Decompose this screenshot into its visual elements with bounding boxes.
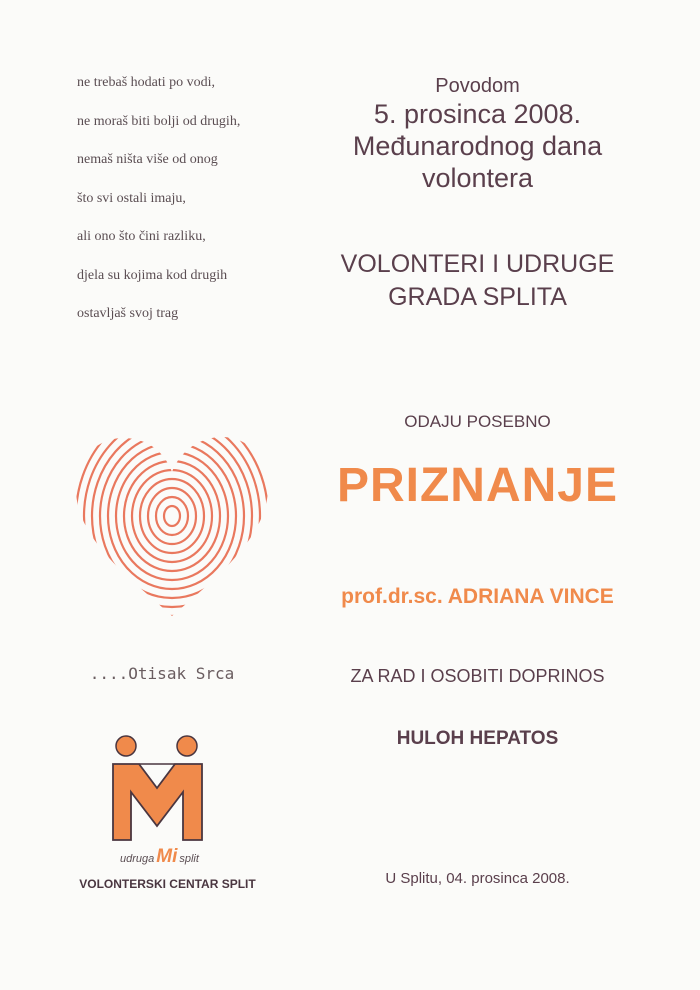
grants-text: ODAJU POSEBNO	[404, 412, 551, 431]
poem-line: ali ono što čini razliku,	[77, 229, 206, 244]
poem-line: djela su kojima kod drugih	[77, 267, 228, 283]
occasion-event-line1: Međunarodnog dana	[352, 131, 603, 161]
poem	[77, 74, 297, 344]
udruga-mi-logo-icon	[105, 730, 210, 865]
place-date: U Splitu, 04. prosinca 2008.	[385, 870, 570, 887]
fingerprint-heart-icon	[70, 428, 275, 623]
poem-line: što svi ostali imaju,	[77, 190, 186, 206]
poem-line: nemaš ništa više od onog	[77, 152, 218, 167]
organizers	[300, 248, 655, 314]
organizers-line1: VOLONTERI I UDRUGE	[340, 250, 615, 278]
recipient-name: prof.dr.sc. ADRIANA VINCE	[341, 585, 614, 608]
occasion-block	[300, 74, 655, 194]
logo-prefix: udruga	[120, 853, 155, 865]
occasion-intro: Povodom	[435, 75, 520, 97]
award-title: PRIZNANJE	[336, 459, 619, 512]
organization-name: HULOH HEPATOS	[396, 728, 559, 749]
occasion-date: 5. prosinca 2008.	[373, 99, 582, 129]
organizers-line2: GRADA SPLITA	[388, 283, 567, 311]
poem-line: ostavljaš svoj trag	[77, 306, 179, 321]
logo-suffix: split	[179, 853, 199, 865]
occasion-event-line2: volontera	[421, 163, 534, 193]
award-reason: ZA RAD I OSOBITI DOPRINOS	[350, 666, 605, 686]
volunteer-centre-name: VOLONTERSKI CENTAR SPLIT	[79, 877, 256, 891]
logo-mi: Mi	[156, 846, 178, 867]
logo-caption	[120, 846, 210, 868]
heart-caption: ....Otisak Srca	[89, 664, 235, 683]
poem-line: ne moraš biti bolji od drugih,	[77, 113, 241, 129]
poem-line: ne trebaš hodati po vodi,	[77, 75, 216, 90]
